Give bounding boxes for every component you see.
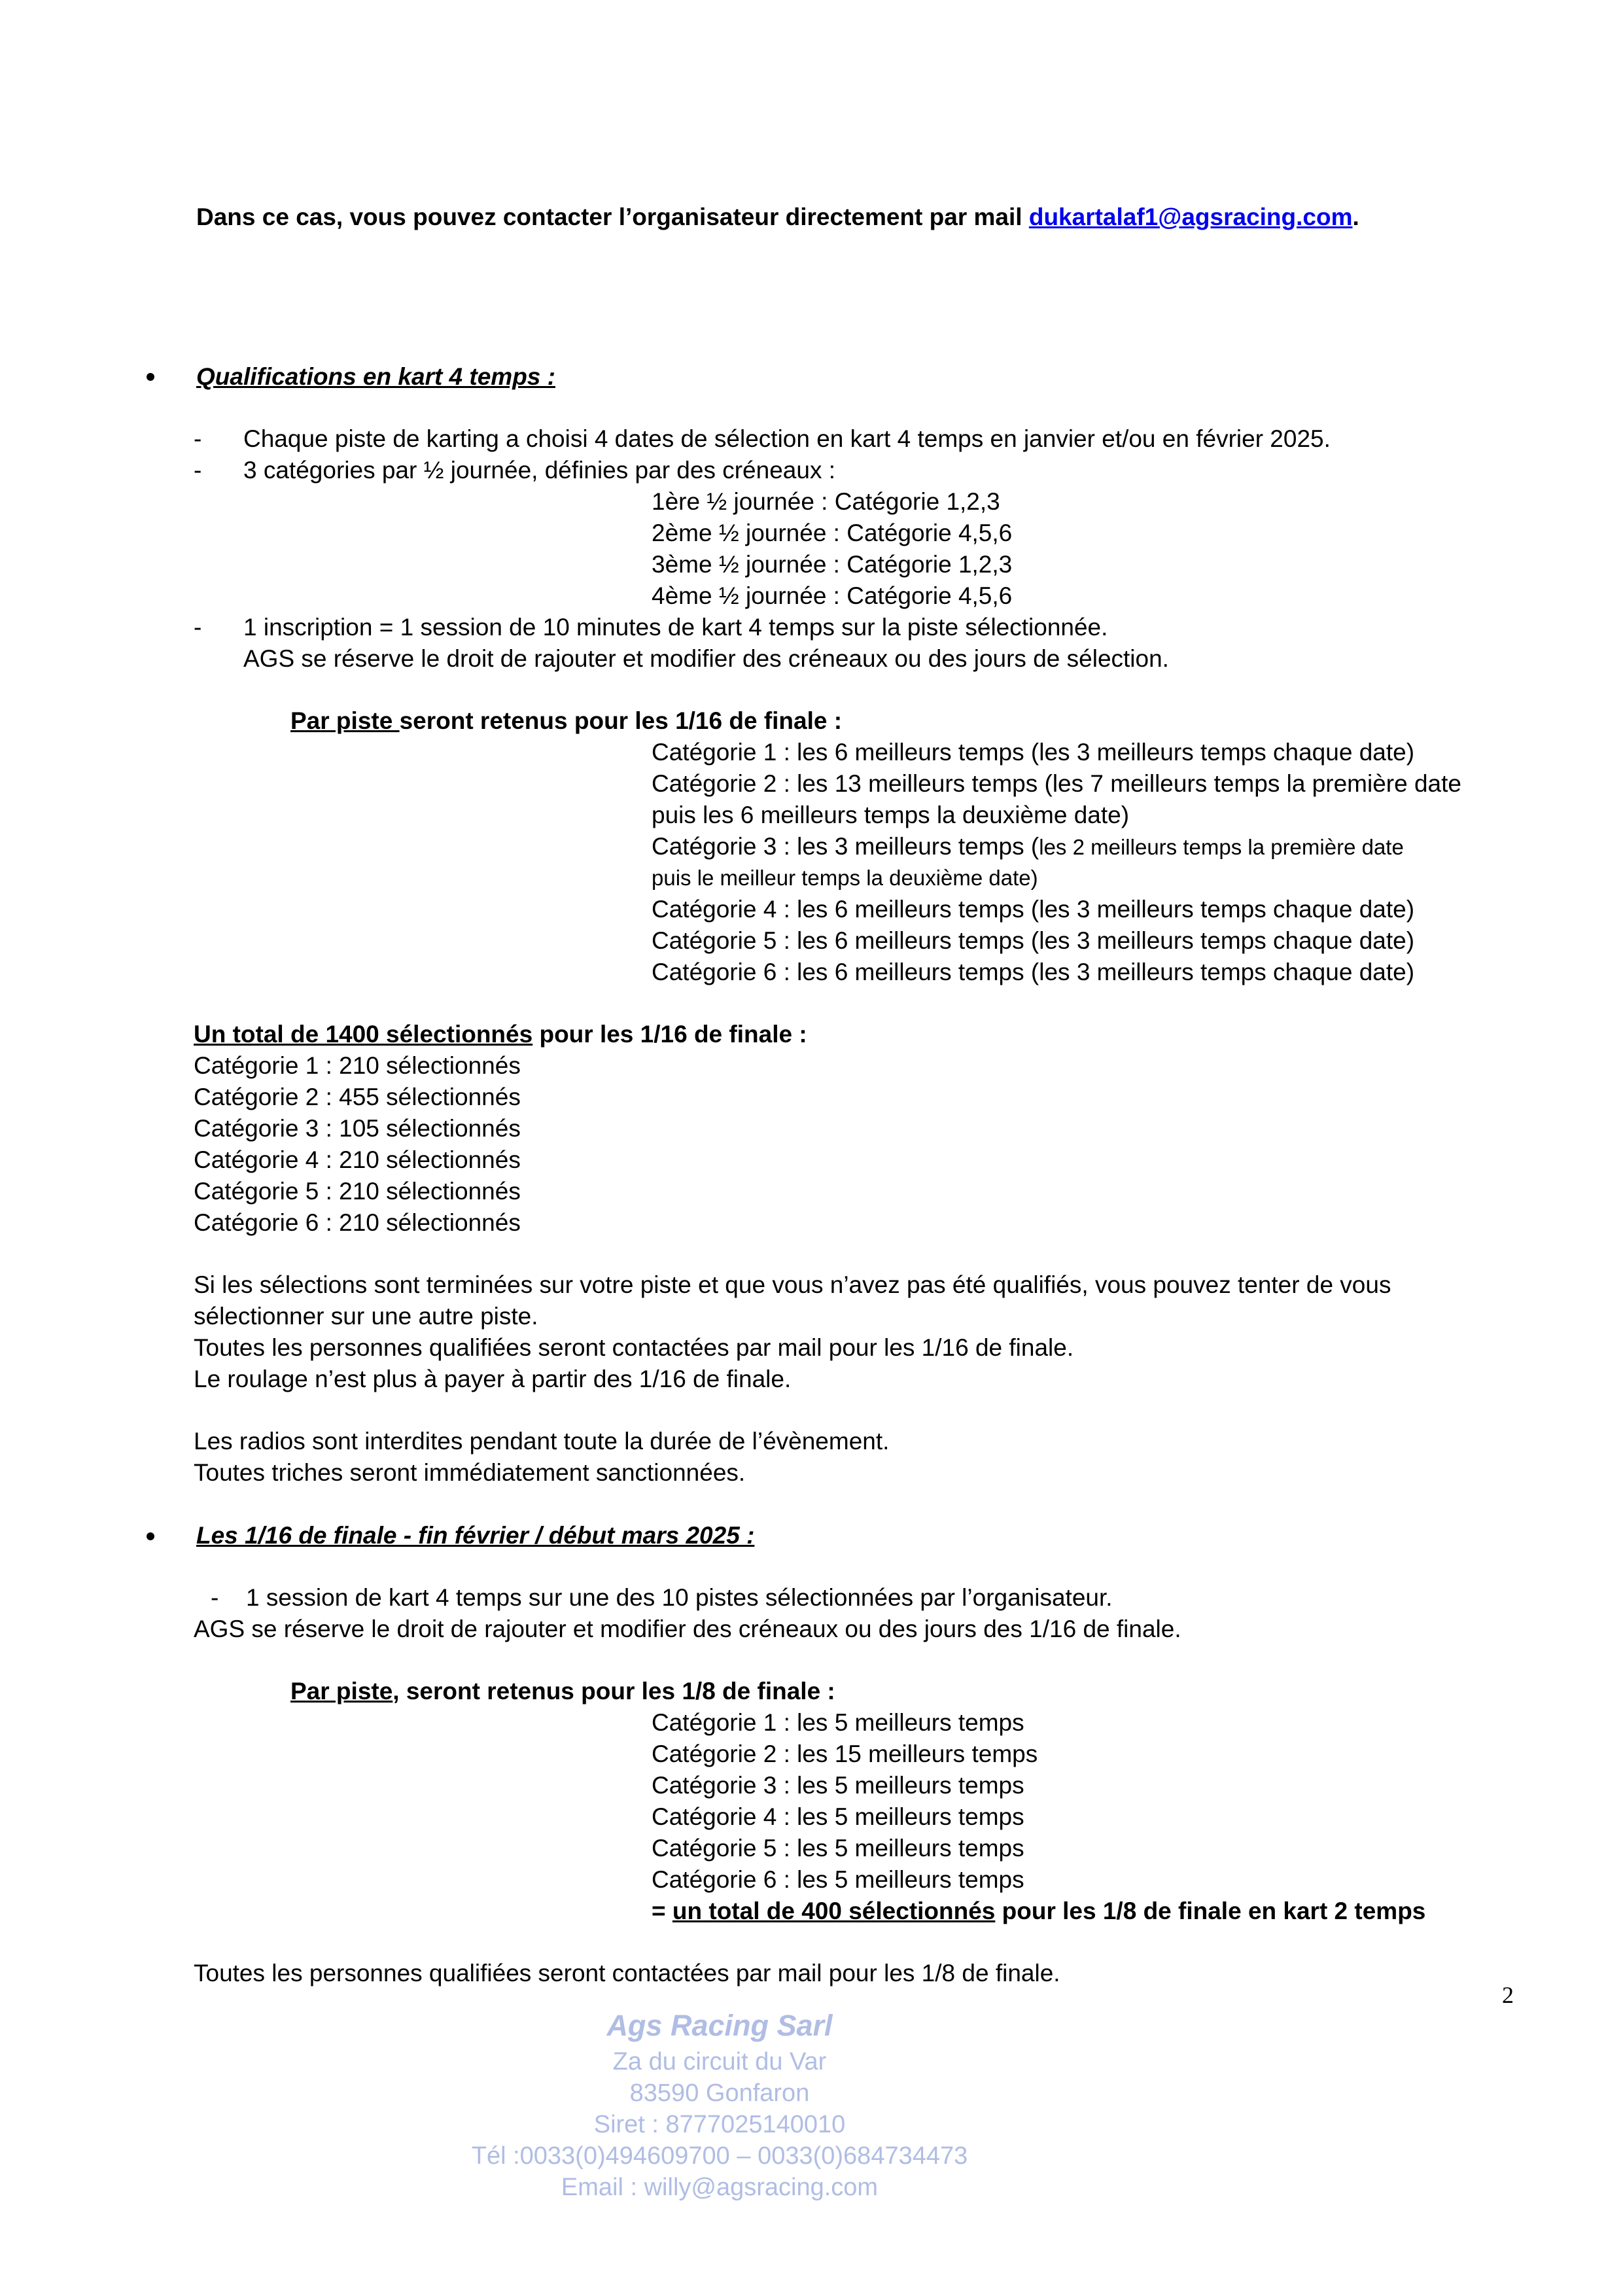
footer-email: Email : willy@agsracing.com xyxy=(561,2174,879,2201)
bullet-icon xyxy=(147,373,154,381)
qualifs-item-2: 3 catégories par ½ journée, définies par des créneaux : xyxy=(243,457,836,484)
footer-phone: Tél :0033(0)494609700 – 0033(0)684734473 xyxy=(471,2142,968,2170)
intro-line xyxy=(196,202,1359,233)
sixteenth-total xyxy=(652,1896,1425,1927)
dash-icon: - xyxy=(211,1584,219,1611)
cat-line xyxy=(652,831,1404,863)
paragraph-line: Toutes triches seront immédiatement sanctionnées. xyxy=(194,1459,746,1486)
cat3-main: Catégorie 3 : les 3 meilleurs temps ( xyxy=(652,833,1039,860)
footer-address2: 83590 Gonfaron xyxy=(629,2079,810,2107)
sixteenth-reserve: AGS se réserve le droit de rajouter et modifier des créneaux ou des jours des 1/16 de finale. xyxy=(194,1616,1181,1642)
slot-line: 4ème ½ journée : Catégorie 4,5,6 xyxy=(652,582,1013,609)
cat-line: Catégorie 4 : les 6 meilleurs temps (les 3 meilleurs temps chaque date) xyxy=(652,896,1415,923)
total-line: Catégorie 4 : 210 sélectionnés xyxy=(194,1146,521,1173)
total-label: Un total de 1400 sélectionnés xyxy=(194,1021,533,1048)
total-line: Catégorie 6 : 210 sélectionnés xyxy=(194,1209,521,1236)
total-line: Catégorie 1 : 210 sélectionnés xyxy=(194,1052,521,1079)
total-line: Catégorie 5 : 210 sélectionnés xyxy=(194,1178,521,1205)
cat-line: Catégorie 6 : les 5 meilleurs temps xyxy=(652,1866,1024,1893)
dash-icon: - xyxy=(194,457,202,484)
sixteenth-heading: Les 1/16 de finale - fin février / début mars 2025 : xyxy=(196,1522,755,1549)
total-line: Catégorie 3 : 105 sélectionnés xyxy=(194,1115,521,1142)
qualifications-heading: Qualifications en kart 4 temps : xyxy=(196,363,555,390)
total-rest: pour les 1/16 de finale : xyxy=(532,1021,807,1048)
paragraph-line: Le roulage n’est plus à payer à partir des 1/16 de finale. xyxy=(194,1366,792,1392)
footer-siret: Siret : 8777025140010 xyxy=(593,2111,846,2138)
par-piste-label: Par piste xyxy=(290,707,400,734)
par-piste-heading xyxy=(290,705,842,737)
footer-address1: Za du circuit du Var xyxy=(612,2048,827,2075)
par-piste-rest: , seront retenus pour les 1/8 de finale : xyxy=(393,1678,835,1704)
cat-line: Catégorie 2 : les 15 meilleurs temps xyxy=(652,1740,1038,1767)
cat-line: Catégorie 5 : les 5 meilleurs temps xyxy=(652,1835,1024,1862)
cat-line: Catégorie 3 : les 5 meilleurs temps xyxy=(652,1772,1024,1799)
paragraph-line: sélectionner sur une autre piste. xyxy=(194,1303,538,1330)
paragraph-line: Si les sélections sont terminées sur votre piste et que vous n’avez pas été qualifiés, vous pouvez tenter de vous xyxy=(194,1271,1391,1298)
par-piste-heading xyxy=(290,1676,835,1707)
dash-icon: - xyxy=(194,425,202,452)
cat-line: Catégorie 4 : les 5 meilleurs temps xyxy=(652,1803,1024,1830)
cat-line: Catégorie 2 : les 13 meilleurs temps (les 7 meilleurs temps la première date xyxy=(652,770,1461,797)
cat3-detail: les 2 meilleurs temps la première date xyxy=(1039,835,1404,859)
cat-line: Catégorie 1 : les 6 meilleurs temps (les 3 meilleurs temps chaque date) xyxy=(652,739,1415,766)
par-piste-label: Par piste xyxy=(290,1678,393,1704)
intro-text: Dans ce cas, vous pouvez contacter l’organisateur directement par mail xyxy=(196,203,1029,230)
paragraph-line: Les radios sont interdites pendant toute la durée de l’évènement. xyxy=(194,1428,890,1455)
intro-end: . xyxy=(1352,203,1359,230)
cat-line: Catégorie 5 : les 6 meilleurs temps (les 3 meilleurs temps chaque date) xyxy=(652,927,1415,954)
cat-line: puis le meilleur temps la deuxième date) xyxy=(652,866,1038,890)
page-number: 2 xyxy=(1502,1982,1514,2008)
total-line: Catégorie 2 : 455 sélectionnés xyxy=(194,1084,521,1110)
total-heading xyxy=(194,1019,807,1050)
dash-icon: - xyxy=(194,614,202,641)
cat-line: Catégorie 6 : les 6 meilleurs temps (les 3 meilleurs temps chaque date) xyxy=(652,959,1415,985)
bullet-icon xyxy=(147,1532,154,1540)
sixteenth-item-1: 1 session de kart 4 temps sur une des 10 pistes sélectionnées par l’organisateur. xyxy=(246,1584,1113,1611)
total-rest: pour les 1/8 de finale en kart 2 temps xyxy=(995,1898,1426,1924)
paragraph-line: Toutes les personnes qualifiées seront contactées par mail pour les 1/16 de finale. xyxy=(194,1334,1074,1361)
closing-line: Toutes les personnes qualifiées seront contactées par mail pour les 1/8 de finale. xyxy=(194,1960,1060,1987)
slot-line: 3ème ½ journée : Catégorie 1,2,3 xyxy=(652,551,1013,578)
total-label: un total de 400 sélectionnés xyxy=(672,1898,996,1924)
qualifs-reserve: AGS se réserve le droit de rajouter et modifier des créneaux ou des jours de sélection. xyxy=(243,645,1169,672)
par-piste-rest: seront retenus pour les 1/16 de finale : xyxy=(399,707,843,734)
organizer-email-link[interactable]: dukartalaf1@agsracing.com xyxy=(1028,203,1353,230)
qualifs-item-3: 1 inscription = 1 session de 10 minutes de kart 4 temps sur la piste sélectionnée. xyxy=(243,614,1108,641)
slot-line: 1ère ½ journée : Catégorie 1,2,3 xyxy=(652,488,1000,515)
cat-line: puis les 6 meilleurs temps la deuxième date) xyxy=(652,802,1130,828)
qualifs-item-1: Chaque piste de karting a choisi 4 dates de sélection en kart 4 temps en janvier et/ou en février 2025. xyxy=(243,425,1331,452)
total-pre: = xyxy=(652,1898,672,1924)
cat-line: Catégorie 1 : les 5 meilleurs temps xyxy=(652,1709,1024,1736)
slot-line: 2ème ½ journée : Catégorie 4,5,6 xyxy=(652,520,1013,546)
footer-company: Ags Racing Sarl xyxy=(606,2009,833,2042)
